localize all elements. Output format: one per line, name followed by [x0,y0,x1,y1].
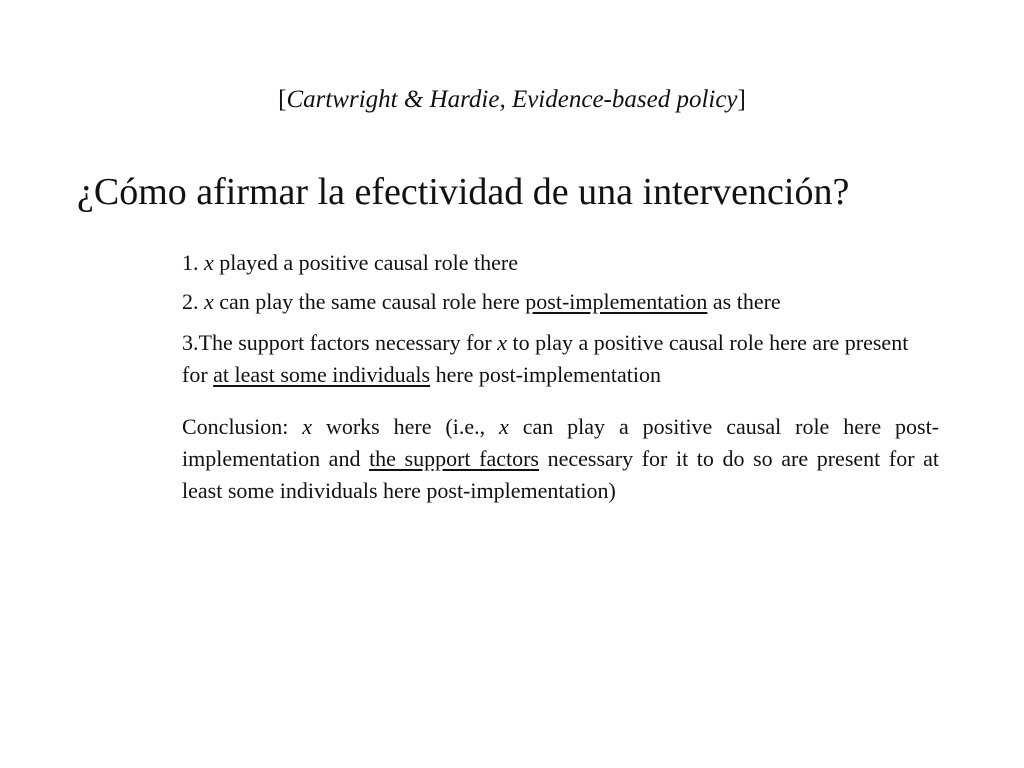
item-2-text-after: as there [712,289,781,314]
item-3-text-middle: to play a positive causal role here are present for [182,330,909,387]
item-1-variable: x [204,250,214,275]
item-3-text-after: here post-implementation [435,362,661,387]
item-1-number: 1. [182,250,199,275]
conclusion-label: Conclusion: [182,414,289,439]
item-3-underlined: at least some individuals [213,362,431,387]
citation-close-bracket: ] [737,86,746,113]
item-2 [182,286,939,318]
conclusion-text-3: necessary for it to do so are present for at least some individuals here post-implementation) [182,446,939,503]
item-2-variable: x [204,289,214,314]
item-1 [182,247,939,279]
item-3-text-before: 3.The support factors necessary for [182,330,492,355]
conclusion-variable-1: x [302,414,313,439]
conclusion [182,411,939,507]
item-1-text: played a positive causal role there [219,250,518,275]
item-3-variable: x [497,330,507,355]
conclusion-variable-2: x [499,414,509,439]
item-2-underlined: post-implementation [525,289,708,314]
item-2-text-before: can play the same causal role here [219,289,520,314]
citation-text: Cartwright & Hardie, Evidence-based policy [286,86,738,113]
item-2-number: 2. [182,289,199,314]
conclusion-text-1: works here (i.e., [325,414,486,439]
conclusion-underlined: the support factors [369,446,539,471]
conclusion-text-2: can play a positive causal role here post-implementation and [182,414,940,471]
citation-open-bracket: [ [278,86,287,113]
citation [0,84,1024,116]
item-3 [182,327,939,391]
slide-title: ¿Cómo afirmar la efectividad de una intervención? [77,171,850,213]
